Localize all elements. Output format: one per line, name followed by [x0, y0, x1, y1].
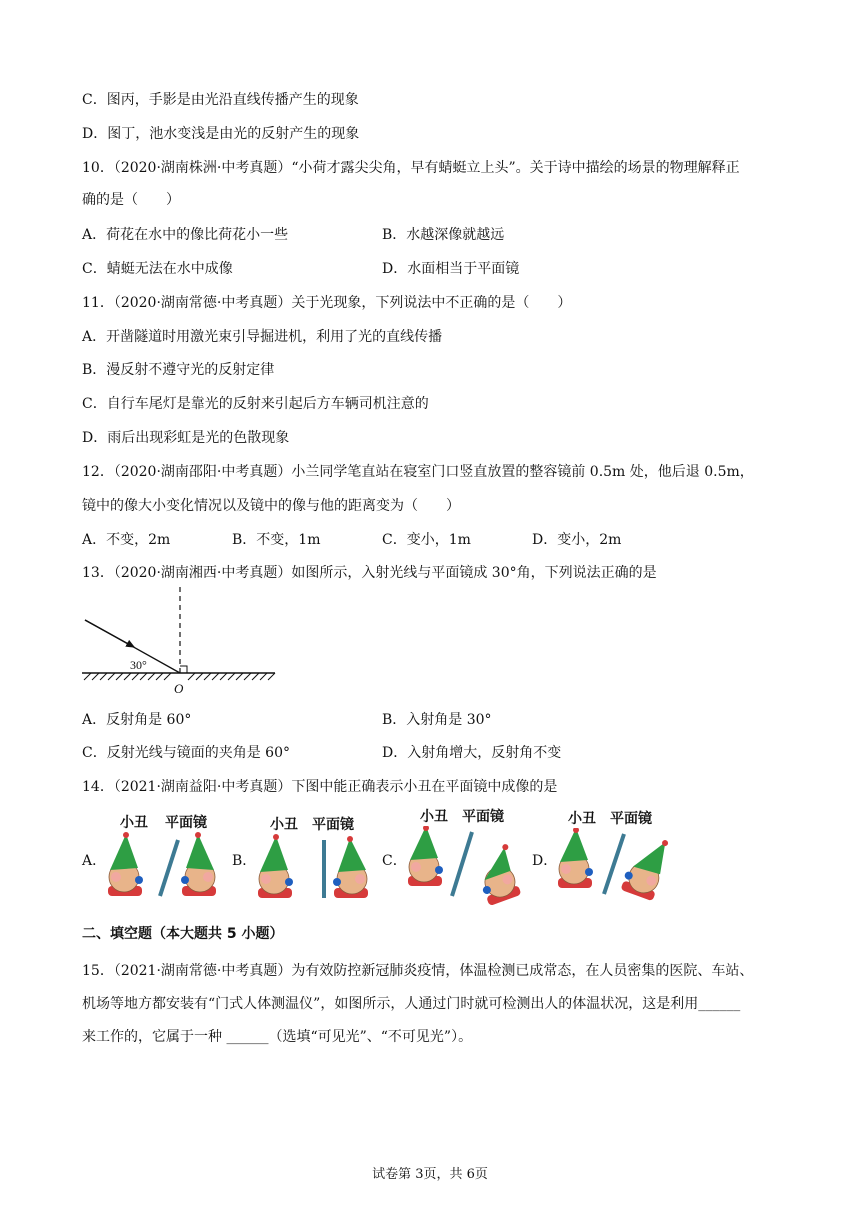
figure-a-clown-mirror: [102, 832, 227, 902]
q15-stem-line2: 机场等地方都安装有“门式人体测温仪”，如图所示，人通过门时就可检测出人的体温状况，这是利用______: [82, 996, 741, 1012]
fig-d-mirror-label: 平面镜: [610, 811, 652, 827]
clown-image: [619, 831, 673, 901]
angle-label: 30°: [130, 658, 147, 672]
clown-figure: [108, 832, 143, 896]
q11-stem: 11．（2020·湖南常德·中考真题）关于光现象，下列说法中不正确的是（ ）: [82, 295, 572, 311]
q15-stem-line3: 来工作的，它属于一种 ______（选填“可见光”、“不可见光”）。: [82, 1029, 473, 1045]
q13-option-a: A．反射角是 60°: [82, 712, 192, 728]
q14-stem: 14．（2021·湖南益阳·中考真题）下图中能正确表示小丑在平面镜中成像的是: [82, 779, 558, 795]
fig-a-clown-label: 小丑: [120, 815, 148, 831]
page-footer: 试卷第 3页，共 6页: [372, 1167, 488, 1182]
q14-option-d: D．: [532, 853, 558, 869]
fig-c-clown-label: 小丑: [420, 809, 448, 825]
q9-option-c: C．图丙，手影是由光沿直线传播产生的现象: [82, 92, 359, 108]
q13-option-b: B．入射角是 30°: [382, 712, 492, 728]
fig-b-mirror-label: 平面镜: [312, 817, 354, 833]
fig-c-mirror-label: 平面镜: [462, 809, 504, 825]
q10-option-d: D．水面相当于平面镜: [382, 261, 520, 277]
fig-a-mirror-label: 平面镜: [165, 815, 207, 831]
right-angle-mark: [180, 666, 187, 673]
section-heading: 二、填空题（本大题共 5 小题）: [82, 926, 284, 942]
clown-figure: [258, 834, 293, 898]
clown-image: [333, 836, 368, 898]
clown-figure: [558, 828, 593, 888]
q11-option-d: D．雨后出现彩虹是光的色散现象: [82, 430, 290, 446]
q11-option-c: C．自行车尾灯是靠光的反射来引起后方车辆司机注意的: [82, 396, 429, 412]
q12-stem-line2: 镜中的像大小变化情况以及镜中的像与他的距离变为（ ）: [82, 498, 460, 514]
q15-stem-line1: 15．（2021·湖南常德·中考真题）为有效防控新冠肺炎疫情，体温检测已成常态，在人员密集的医院、车站、: [82, 963, 754, 979]
clown-image: [470, 843, 525, 906]
mirror-hatching: [84, 673, 275, 680]
mirror: [160, 840, 178, 896]
q12-option-a: A．不变，2m: [82, 532, 171, 548]
q9-option-d: D．图丁，池水变浅是由光的反射产生的现象: [82, 126, 360, 142]
q14-option-a: A．: [82, 853, 107, 869]
q10-option-a: A．荷花在水中的像比荷花小一些: [82, 227, 289, 243]
point-o-label: O: [174, 681, 184, 696]
mirror: [452, 832, 472, 896]
q11-option-a: A．开凿隧道时用激光束引导掘进机，利用了光的直线传播: [82, 329, 443, 345]
q12-option-b: B．不变，1m: [232, 532, 321, 548]
q12-option-c: C．变小，1m: [382, 532, 471, 548]
q14-option-b: B．: [232, 853, 257, 869]
q14-option-c: C．: [382, 853, 407, 869]
q13-stem: 13．（2020·湖南湘西·中考真题）如图所示，入射光线与平面镜成 30°角，下列说法正确的是: [82, 565, 657, 581]
figure-c-clown-mirror: [402, 826, 537, 906]
q10-stem-line2: 确的是（ ）: [82, 192, 180, 208]
q11-option-b: B．漫反射不遵守光的反射定律: [82, 362, 275, 378]
figure-b-clown-mirror: [252, 834, 377, 904]
q12-option-d: D．变小，2m: [532, 532, 622, 548]
fig-b-clown-label: 小丑: [270, 817, 298, 833]
clown-image: [181, 832, 216, 896]
incident-ray-arrow: [85, 620, 134, 647]
q10-stem-line1: 10．（2020·湖南株洲·中考真题）“小荷才露尖尖角，早有蜻蜓立上头”。关于诗中描绘的场景的物理解释正: [82, 160, 740, 176]
q13-option-c: C．反射光线与镜面的夹角是 60°: [82, 745, 290, 761]
reflection-diagram: [80, 585, 280, 697]
q10-option-b: B．水越深像就越远: [382, 227, 505, 243]
figure-d-clown-mirror: [552, 828, 687, 908]
fig-d-clown-label: 小丑: [568, 811, 596, 827]
q10-option-c: C．蜻蜓无法在水中成像: [82, 261, 233, 277]
q13-option-d: D．入射角增大，反射角不变: [382, 745, 562, 761]
mirror: [604, 834, 624, 894]
q12-stem-line1: 12．（2020·湖南邵阳·中考真题）小兰同学笔直站在寝室门口竖直放置的整容镜前 0.5m 处，他后退 0.5m，: [82, 464, 754, 480]
clown-figure: [408, 826, 443, 886]
